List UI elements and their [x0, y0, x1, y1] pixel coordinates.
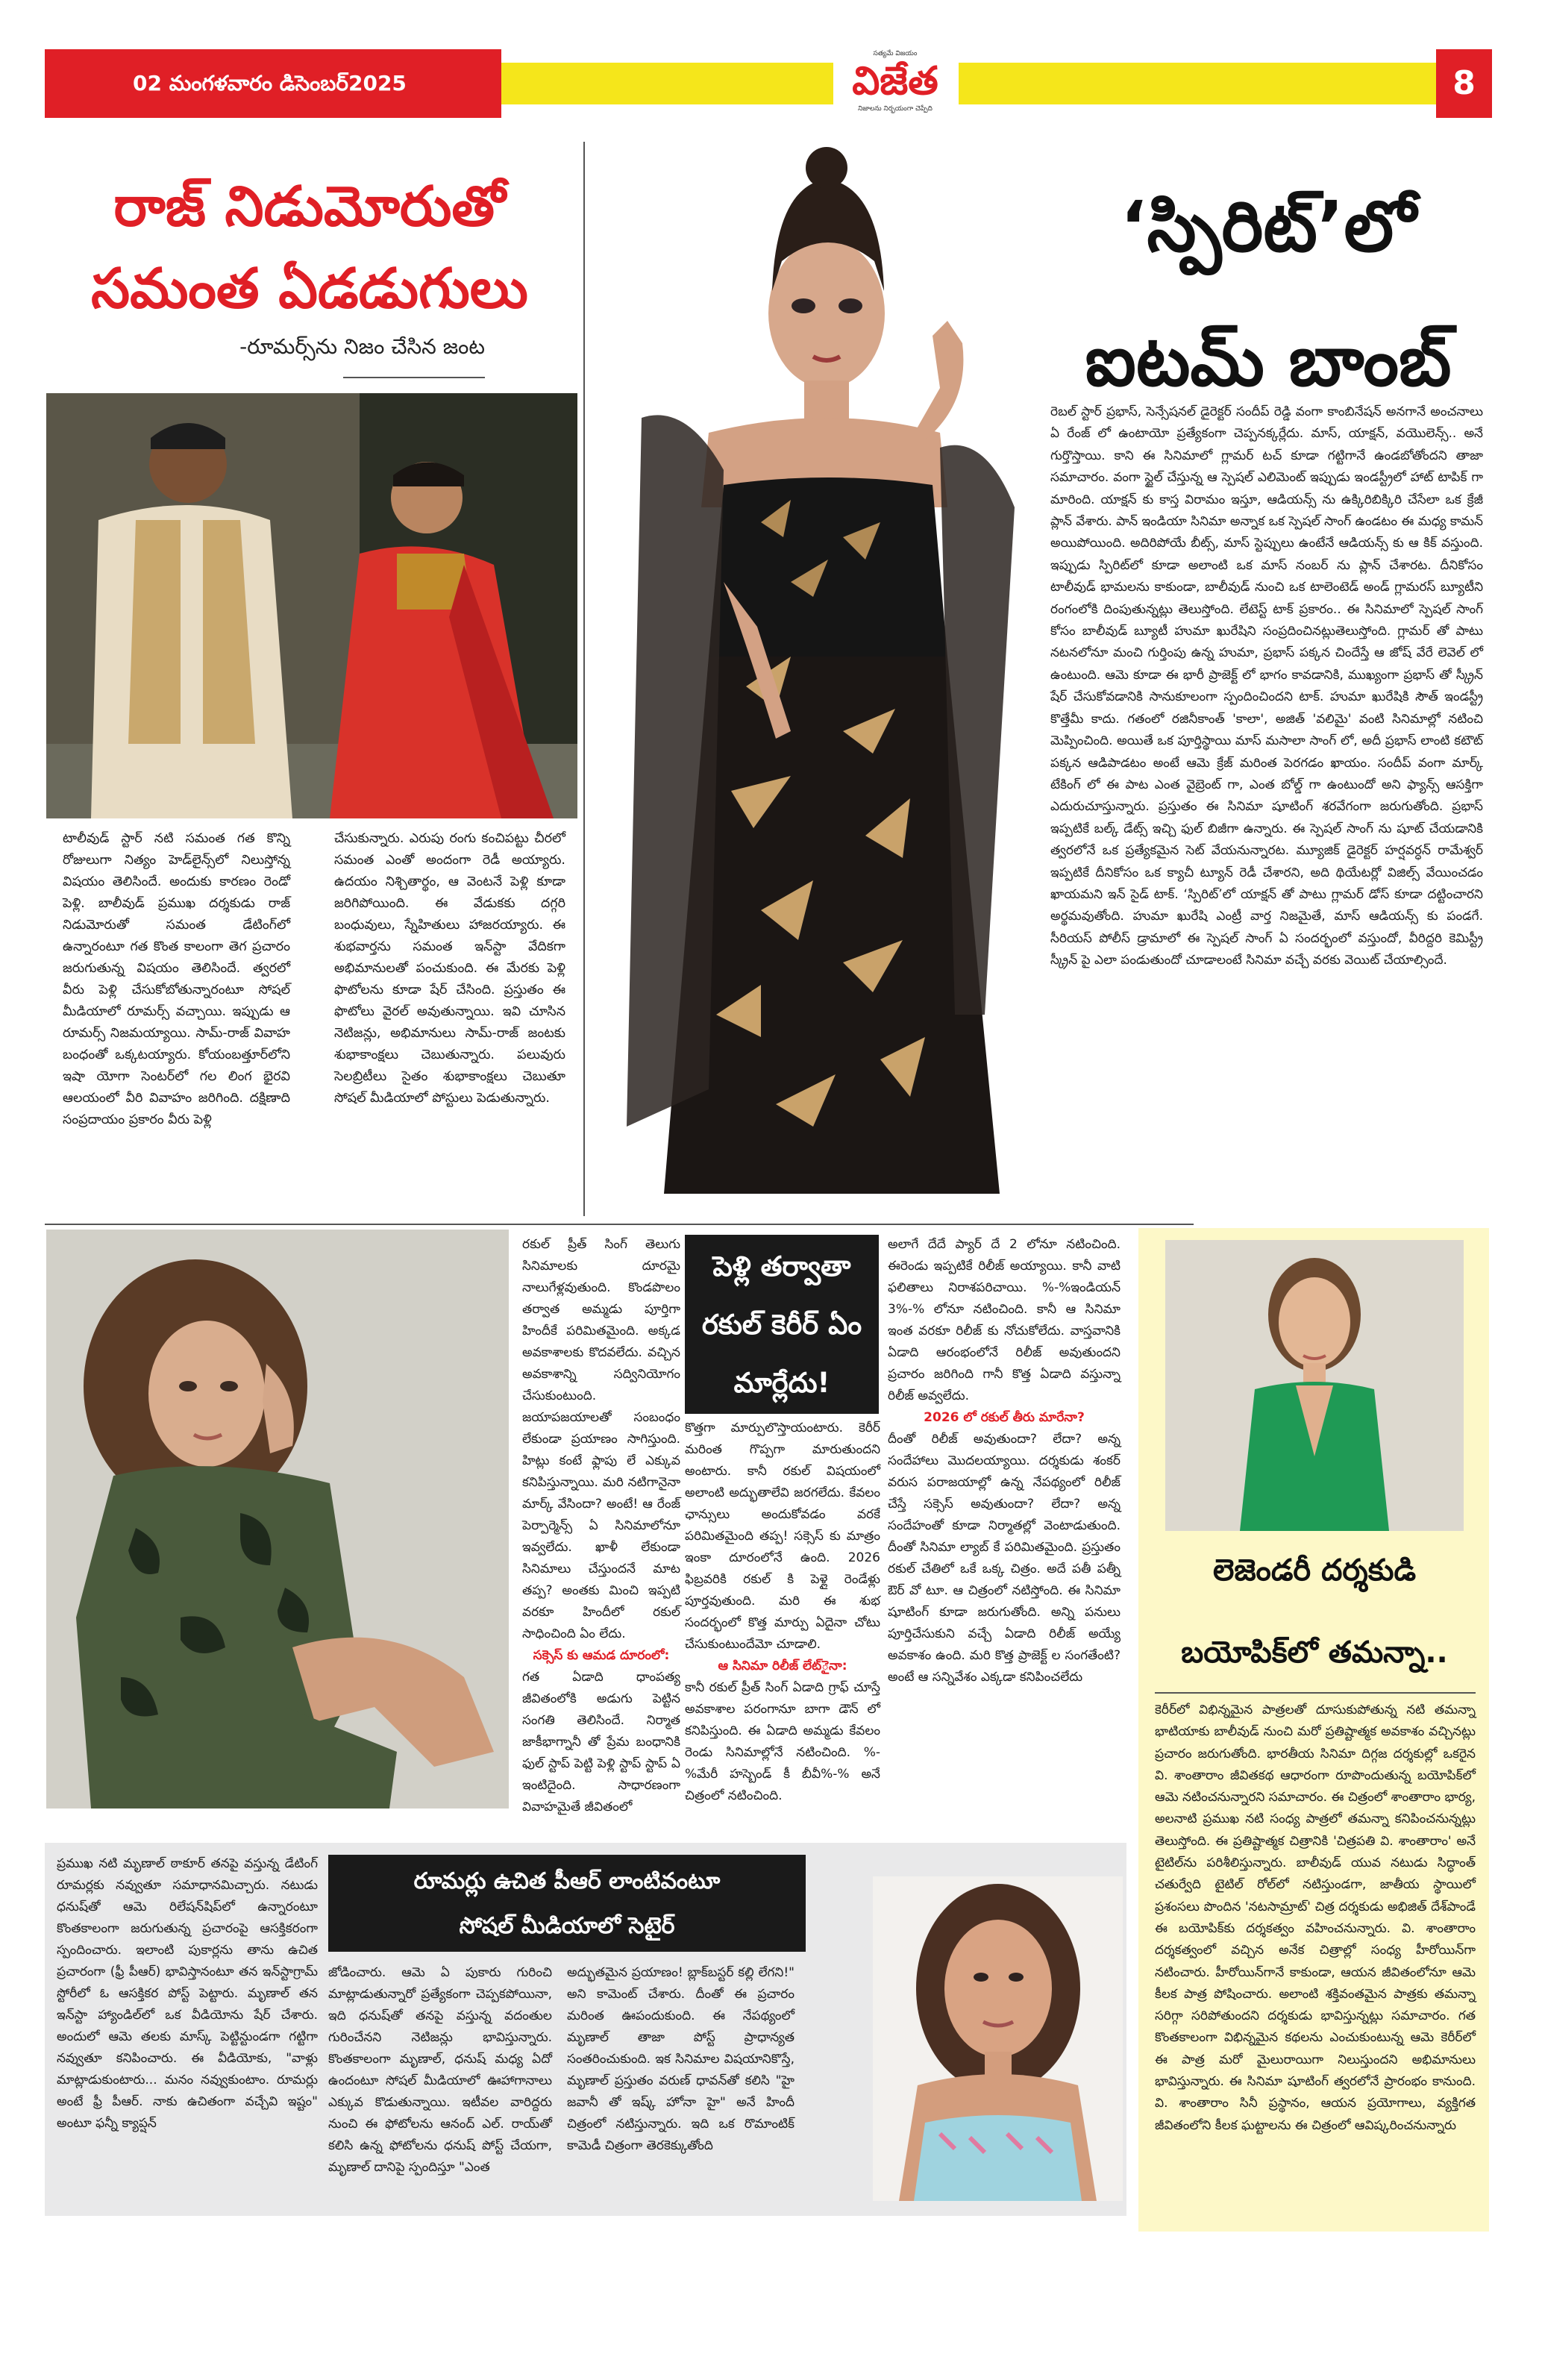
story1-subhead-rule: [343, 377, 485, 378]
column-divider: [583, 142, 585, 1216]
story3-col3-text: అలాగే దేదే ప్యార్ దే 2 లోనూ నటించింది. ఈరెండు ఇప్పటికే రిలీజ్ అయ్యాయి. కానీ వాటి ఫలితాలు నిరాశపరిచాయి. %-%ఇండియన్ 3%-% లోనూ నటించింది. కానీ ఆ సినిమా ఇంత వరకూ రిలీజ్ కు నోచుకోలేదు. వాస్తవానికి ఏడాది ఆరంభంలోనే రిలీజ్ అవుతుందని ప్రచారం జరిగింది గానీ కొత్త ఏడాది వస్తున్నా రిలీజ్ అవ్వలేదు.: [888, 1237, 1121, 1403]
story1-column-2: చేసుకున్నారు. ఎరుపు రంగు కంచిపట్టు చీరలో సమంత ఎంతో అందంగా రెడీ అయ్యారు. ఉదయం నిశ్చితార్థం, ఆ వెంటనే పెళ్లి కూడా జరిగిపోయింది. ఈ వేడుకకు దగ్గరి బంధువులు, స్నేహితులు హాజరయ్యారు. ఈ శుభవార్తను సమంత ఇన్‌స్టా వేదికగా అభిమానులతో పంచుకుంది. ఈ మేరకు పెళ్లి ఫొటోలను కూడా షేర్ చేసింది. ప్రస్తుతం ఈ ఫొటోలు వైరల్ అవుతున్నాయి. ఇవి చూసిన నెటిజన్లు, అభిమానులు సామ్-రాజ్ జంటకు శుభాకాంక్షలు చెబుతున్నారు. పలువురు సెలబ్రిటీలు సైతం శుభాకాంక్షలు చెబుతూ సోషల్ మీడియాలో పోస్టులు పెడుతున్నారు.: [334, 831, 565, 1106]
story1-headline-line1: రాజ్ నిడుమోరుతో: [113, 175, 506, 239]
logo-tagline: సత్యమే విజయం: [873, 50, 918, 57]
story5-column-3: అద్భుతమైన ప్రయాణం! బ్లాక్‌బస్టర్ కల్లి లేగని!" అని కామెంట్ చేశారు. దీంతో ఈ ప్రచారం మరింత ఊపందుకుంది. ఈ నేపథ్యంలో మృణాల్ తాజా పోస్ట్ ప్రాధాన్యత సంతరించుకుంది. ఇక సినిమాల విషయానికొస్తే, మృణాల్ ప్రస్తుతం వరుణ్ ధావన్‌తో కలిసి "హై జవానీ తో ఇష్క్ హోనా హై" అనే హిందీ చిత్రంలో నటిస్తున్నారు. ఇది ఒక రొమాంటిక్ కామెడీ చిత్రంగా తెరకెక్కుతోంది: [567, 1965, 794, 2153]
wedding-photo: [46, 393, 577, 818]
story5-headline-line2: సోషల్ మీడియాలో సెటైర్: [459, 1913, 675, 1939]
story3-col2b-text: కానీ రకుల్ ప్రీత్ సింగ్ ఏడాది గ్రాఫ్ చూస్తే అవకాశాల పరంగానూ బాగా డౌన్ లో కనిపిస్తుంది. ఈ ఏడాది అమ్మడు కేవలం రెండు సినిమాల్లోనే నటించింది. %-%మేరీ హస్బెండ్ కీ బీవీ%-% అనే చిత్రంలో నటించింది.: [685, 1680, 880, 1803]
story3-headline: [685, 1235, 879, 1414]
story3-headline-line1: పెళ్లి తర్వాతా: [712, 1250, 851, 1283]
story3-col1-text: రకుల్ ప్రీత్ సింగ్ తెలుగు సినిమాలకు దూరమై నాలుగేళ్లవుతుంది. కొండపొలం తర్వాత అమ్మడు పూర్తిగా హిందీకే పరిమితమైంది. అక్కడ అవకాశాలకు కొదవలేదు. వచ్చిన అవకాశాన్ని సద్వినియోగం చేసుకుంటుంది. జయాపజయాలతో సంబంధం లేకుండా ప్రయాణం సాగిస్తుంది. హిట్లు కంటే ఫ్లాపు లే ఎక్కువ కనిపిస్తున్నాయి. మరి నటిగానైనా మార్క్ వేసిందా? అంటే! ఆ రేంజ్ పెర్పార్మెన్స్ ఏ సినిమాలోనూ ఇవ్వలేదు. ఖాళీ లేకుండా సినిమాలు చేస్తుందనే మాట తప్ప? అంతకు మించి ఇప్పటి వరకూ హిందీలో రకుల్ సాధించింది ఏం లేదు.: [522, 1237, 680, 1641]
story3-subhead-2: ఆ సినిమా రిలీజ్ లేట్ైనా:: [718, 1659, 847, 1673]
story3-col2-text: కొత్తగా మార్పులొస్తాయంటారు. కెరీర్ మరింత గొప్పగా మారుతుందని అంటారు. కానీ రకుల్ విషయంలో అలాంటి అద్భుతాలేవి జరగలేదు. కేవలం ఛాన్సులు అందుకోవడం వరకే పరిమితమైంది తప్ప! సక్సెస్ కు మాత్రం ఇంకా దూరంలోనే ఉంది. 2026 ఫిబ్రవరికి రకుల్ కి పెళ్లై రెండేళ్లు పూర్తవుతుంది. మరి ఈ శుభ సందర్భంలో కొత్త మార్పు ఏదైనా చోటు చేసుకుంటుందేమో చూడాలి.: [685, 1421, 880, 1652]
story3-col3b-text: దీంతో రిలీజ్ అవుతుందా? లేదా? అన్న సందేహాలు మొదలయ్యాయి. దర్శకుడు శంకర్ వరుస పరాజయాల్లో ఉన్న నేపథ్యంలో రిలీజ్ చేస్తే సక్సెస్ అవుతుందా? లేదా? అన్న సందేహంతో కూడా నిర్మాతల్లో వెంటాడుతుంది. దీంతో సినిమా ల్యాబ్ కే పరిమితమైంది. ప్రస్తుతం రకుల్ చేతిలో ఒకే ఒక్క చిత్రం. అదే పతీ పత్నీ ఔర్ వో టూ. ఆ చిత్రంలో నటిస్తోంది. ఈ సినిమా షూటింగ్ కూడా జరుగుతోంది. అన్ని పనులు పూర్తిచేసుకుని వచ్చే ఏడాది రిలీజ్ అయ్యే అవకాశం ఉంది. మరి కొత్త ప్రాజెక్ట్ ల సంగతేంటి? అంటే ఆ సన్నివేశం ఎక్కడా కనిపించలేదు: [888, 1432, 1121, 1685]
story5-column-2: జోడించారు. ఆమె ఏ పుకారు గురించి మాట్లాడుతున్నారో ప్రత్యేకంగా చెప్పకపోయినా, ఇది ధనుష్‌తో తనపై వస్తున్న వదంతుల గురించేనని నెటిజన్లు భావిస్తున్నారు. కొంతకాలంగా మృణాల్, ధనుష్ మధ్య ఏదో ఉందంటూ సోషల్ మీడియాలో ఊహాగానాలు ఎక్కువ కొడుతున్నాయి. ఇటీవల వారిద్దరు నుంచి ఈ ఫోటోలను ఆనంద్ ఎల్. రాయ్‌తో కలిసి ఉన్న ఫోటోలను ధనుష్ పోస్ట్ చేయగా, మృణాల్ దానిపై స్పందిస్తూ "ఎంత: [328, 1965, 552, 2175]
story3-col1b-text: గత ఏడాది ధాంపత్య జీవితంలోకి అడుగు పెట్టిన సంగతి తెలిసిందే. నిర్మాత జాకీభాగ్నానీ తో ప్రేమ బంధానికి ఫుల్ స్టాప్ పెట్టి పెళ్లి స్టాప్ స్టాప్ ఏ ఇంటిదైంది. సాధారణంగా వివాహమైతే జీవితంలో: [522, 1670, 680, 1814]
masthead: [45, 49, 1492, 118]
story3-column-1: [522, 1234, 680, 1818]
story4-headline-line1: లెజెండరీ దర్శకుడి: [1212, 1553, 1417, 1588]
actress-photo-huma: [597, 119, 1044, 1209]
story4-headline-rule: [1155, 1692, 1476, 1694]
story1-headline: [45, 166, 574, 330]
story3-column-3: [888, 1234, 1121, 1688]
story2-headline-line2: ఐటమ్ బాంబ్: [1085, 321, 1452, 402]
actress-photo-tamannaah: [1165, 1240, 1464, 1531]
story3-headline-line2: రకుల్ కెరీర్ ఏం: [701, 1309, 862, 1341]
story2-body: రెబల్ స్టార్ ప్రభాస్, సెన్సేషనల్ డైరెక్టర్ సందీప్ రెడ్డి వంగా కాంబినేషన్ అనగానే అంచనాలు ఏ రేంజ్ లో ఉంటాయో ప్రత్యేకంగా చెప్పనక్కర్లేదు. మాస్, యాక్షన్, వయొలెన్స్.. అనే గుర్తొస్తాయి. కాని ఈ సినిమాలో గ్లామర్ టచ్ కూడా గట్టిగానే ఉండబోతోందని తాజా సమాచారం. వంగా స్టైల్ చేస్తున్న ఆ స్పెషల్ ఎలిమెంట్ ఇప్పుడు ఇండస్ట్రీలో హాట్ టాపిక్ గా మారింది. యాక్షన్ కు కాస్త విరామం ఇస్తూ, ఆడియన్స్ ను ఉక్కిరిబిక్కిరి చేసేలా ఒక క్రేజీ ప్లాన్ వేశారు. పాన్ ఇండియా సినిమా అన్నాక ఒక స్పెషల్ సాంగ్ ఉండటం ఈ మధ్య కామన్ అయిపోయింది. అదిరిపోయే బీట్స్, మాస్ స్టెప్పులు ఉంటేనే ఆడియన్స్ కు ఆ కిక్ వస్తుంది. ఇప్పుడు స్పిరిట్‌లో కూడా అలాంటి ఒక మాస్ నంబర్ ను ప్లాన్ చేశారట. దీనికోసం టాలీవుడ్ భామలను కాకుండా, బాలీవుడ్ నుంచి ఒక టాలెంటెడ్ అండ్ గ్లామరస్ బ్యూటీని రంగంలోకి దింపుతున్నట్లు తెలుస్తోంది. లేటెస్ట్ టాక్ ప్రకారం.. ఈ సినిమాలో స్పెషల్ సాంగ్ కోసం బాలీవుడ్ బ్యూటీ హుమా ఖురేషిని సంప్రదించినట్లుతెలుస్తోంది. గ్లామర్ తో పాటు నటనలోనూ మంచి గుర్తింపు ఉన్న హుమా, ప్రభాస్ పక్కన చిందేస్తే ఆ జోష్ వేరే లెవెల్ లో ఉంటుంది. ఆమె కూడా ఈ భారీ ప్రాజెక్ట్ లో భాగం కావడానికి, ముఖ్యంగా ప్రభాస్ తో స్క్రీన్ షేర్ చేసుకోవడానికి సానుకూలంగా స్పందించిందని టాక్. హుమా ఖురేషికి సౌత్ ఇండస్ట్రీ కొత్తేమీ కాదు. గతంలో రజినీకాంత్ 'కాలా', అజిత్ 'వలిమై' వంటి సినిమాల్లో నటించి మెప్పించింది. అయితే ఒక పూర్తిస్థాయి మాస్ మసాలా సాంగ్ లో, అదీ ప్రభాస్ లాంటి కటౌట్ పక్కన ఆడిపాడటం అంటే ఆమె క్రేజ్ మరింత పెరగడం ఖాయం. సందీప్ వంగా మార్క్ టేకింగ్ లో ఈ పాట ఎంత వైబ్రెంట్ గా, ఎంత బోల్డ్ గా ఉంటుందో అని ఫ్యాన్స్ ఆసక్తిగా ఎదురుచూస్తున్నారు. ప్రస్తుతం ఈ సినిమా షూటింగ్ శరవేగంగా జరుగుతోంది. ప్రభాస్ ఇప్పటికే బల్క్ డేట్స్ ఇచ్చి ఫుల్ బిజీగా ఉన్నారు. ఈ స్పెషల్ సాంగ్ ను షూట్ చేయడానికి త్వరలోనే ఒక ప్రత్యేకమైన సెట్ వేయనున్నారట. మ్యూజిక్ డైరెక్టర్ హర్షవర్ధన్ రామేశ్వర్ ఇప్పటికే దీనికోసం ఒక క్యాచీ ట్యూన్ రెడీ చేశారని, అది థియేటర్లో విజిల్స్ వేయించడం ఖాయమని ఇన్ సైడ్ టాక్. ‘స్పిరిట్’లో యాక్షన్ తో పాటు గ్లామర్ డోస్ కూడా దట్టించారని అర్థమవుతోంది. హుమా ఖురేషి ఎంట్రీ వార్త నిజమైతే, మాస్ ఆడియన్స్ కు పండగే. సీరియస్ పోలీస్ డ్రామాలో ఈ స్పెషల్ సాంగ్ ఏ సందర్భంలో వస్తుందో, వీరిద్దరి కెమిస్ట్రీ స్క్రీన్ పై ఎలా పండుతుందో చూడాలంటే సినిమా వచ్చే వరకు వెయిట్ చేయాల్సిందే.: [1050, 404, 1483, 968]
masthead-band-left: [501, 63, 833, 104]
story1-subheadline: -రూమర్స్‌ను నిజం చేసిన జంట: [239, 334, 485, 359]
story2-headline-line1: ‘స్పిరిట్’లో: [1120, 187, 1417, 268]
story3-subhead-3: 2026 లో రకుల్ తీరు మారేనా?: [924, 1410, 1085, 1425]
masthead-band-right: [959, 63, 1436, 104]
actress-photo-mrunal: [873, 1876, 1123, 2201]
newspaper-logo: [839, 49, 951, 118]
actress-photo-rakul: [46, 1230, 509, 1809]
story4-body: కెరీర్‌లో విభిన్నమైన పాత్రలతో దూసుకుపోతున్న నటి తమన్నా భాటియాకు బాలీవుడ్ నుంచి మరో ప్రతిష్టాత్మక అవకాశం వచ్చినట్లు ప్రచారం జరుగుతోంది. భారతీయ సినిమా దిగ్గజ దర్శకుల్లో ఒకరైన వి. శాంతారాం జీవితకథ ఆధారంగా రూపొందుతున్న బయోపిక్‌లో ఆమె నటించనున్నారని సమాచారం. ఈ చిత్రంలో శాంతారాం భార్య, అలనాటి ప్రముఖ నటి సంధ్య పాత్రలో తమన్నా కనిపించనున్నట్లు తెలుస్తోంది. ఈ ప్రతిష్టాత్మక చిత్రానికి 'చిత్రపతి వి. శాంతారాం' అనే టైటిల్‌ను పరిశీలిస్తున్నారు. బాలీవుడ్ యువ నటుడు సిద్ధాంత్ చతుర్వేది టైటిల్ రోల్‌లో నటిస్తుండగా, జాతీయ స్థాయిలో ప్రశంసలు పొందిన 'నటసామ్రాట్' చిత్ర దర్శకుడు అభిజిత్ దేశ్‌పాండే ఈ బయోపిక్‌కు దర్శకత్వం వహించనున్నారు. వి. శాంతారాం దర్శకత్వంలో వచ్చిన అనేక చిత్రాల్లో సంధ్య హీరోయిన్‌గా నటించారు. హీరోయిన్‌గానే కాకుండా, ఆయన జీవితంలోనూ ఆమె కీలక పాత్ర పోషించారు. అలాంటి శక్తివంతమైన పాత్రకు తమన్నా సరిగ్గా సరిపోతుందని దర్శకుడు భావిస్తున్నట్లు సమాచారం. గత కొంతకాలంగా విభిన్నమైన కథలను ఎంచుకుంటున్న ఆమె కెరీర్‌లో ఈ పాత్ర మరో మైలురాయిగా నిలుస్తుందని అభిమానులు భావిస్తున్నారు. ఈ సినిమా షూటింగ్ త్వరలోనే ప్రారంభం కానుంది. వి. శాంతారాం సినీ ప్రస్థానం, ఆయన ప్రయోగాలు, వ్యక్తిగత జీవితంలోని కీలక ఘట్టాలను ఈ చిత్రంలో ఆవిష్కరించనున్నారు: [1155, 1703, 1476, 2133]
story1-column-1: టాలీవుడ్ స్టార్ నటి సమంత గత కొన్ని రోజులుగా నిత్యం హెడ్‌లైన్స్‌లో నిలుస్తోన్న విషయం తెలిసిందే. అందుకు కారణం రెండో పెళ్లి. బాలీవుడ్ ప్రముఖ దర్శకుడు రాజ్ నిడుమోరుతో సమంత డేటింగ్‌లో ఉన్నారంటూ గత కొంత కాలంగా తెగ ప్రచారం జరుగుతున్న విషయం తెలిసిందే. త్వరలో వీరు పెళ్లి చేసుకోబోతున్నారంటూ సోషల్ మీడియాలో రూమర్స్ వచ్చాయి. ఇప్పుడు ఆ రూమర్స్ నిజమయ్యాయి. సామ్-రాజ్ వివాహ బంధంతో ఒక్కటయ్యారు. కోయంబత్తూర్‌లోని ఇషా యోగా సెంటర్‌లో గల లింగ భైరవి ఆలయంలో వీరి వివాహం జరిగింది. దక్షిణాది సంప్రదాయం ప్రకారం వీరు పెళ్లి: [63, 831, 290, 1127]
section-divider: [45, 1224, 1194, 1225]
issue-date: 02 మంగళవారం డిసెంబర్2025: [45, 49, 501, 118]
story4-headline: [1143, 1529, 1486, 1694]
story5-headline-line1: రూమర్లు ఉచిత పీఆర్ లాంటివంటూ: [413, 1868, 721, 1894]
story5-column-1: ప్రముఖ నటి మృణాల్ ఠాకూర్ తనపై వస్తున్న డేటింగ్ రూమర్లకు నవ్వుతూ సమాధానమిచ్చారు. నటుడు ధనుష్‌తో ఆమె రిలేషన్‌షిప్‌లో ఉన్నారంటూ కొంతకాలంగా జరుగుతున్న ప్రచారంపై ఆసక్తికరంగా స్పందించారు. ఇలాంటి పుకార్లను తాను ఉచిత ప్రచారంగా (ఫ్రీ పీఆర్) భావిస్తానంటూ తన ఇన్‌స్టాగ్రామ్ స్టోరీలో ఓ ఆసక్తికర పోస్ట్ పెట్టారు. మృణాల్ తన ఇన్‌స్టా హ్యాండిల్‌లో ఒక వీడియోను షేర్ చేశారు. అందులో ఆమె తలకు మాస్క్ పెట్టిన్టుండగా గట్టిగా నవ్వుతూ కనిపించారు. ఈ వీడియోకు, "వాళ్లు మాట్లాడుకుంటారు... మనం నవ్వుకుంటాం. రూమర్లు అంటే ఫ్రీ పీఆర్. నాకు ఉచితంగా వచ్చేవి ఇష్టం" అంటూ ఫన్నీ క్యాప్షన్: [57, 1856, 318, 2131]
story3-column-2: [685, 1418, 880, 1807]
story5-headline: [328, 1855, 806, 1952]
story2-headline: [1044, 160, 1492, 429]
logo-subtitle: నిజాలను నిర్భయంగా చెప్పేది: [858, 105, 933, 113]
page-number: 8: [1436, 49, 1492, 118]
story3-subhead-1: సక్సెస్ కు ఆమడ దూరంలో:: [533, 1648, 670, 1663]
story1-headline-line2: సమంత ఏడడుగులు: [91, 257, 528, 321]
logo-text: విజేత: [852, 58, 938, 104]
story3-headline-line3: మార్లేదు!: [733, 1367, 830, 1399]
story4-headline-line2: బయోపిక్‌లో తమన్నా..: [1181, 1635, 1448, 1670]
